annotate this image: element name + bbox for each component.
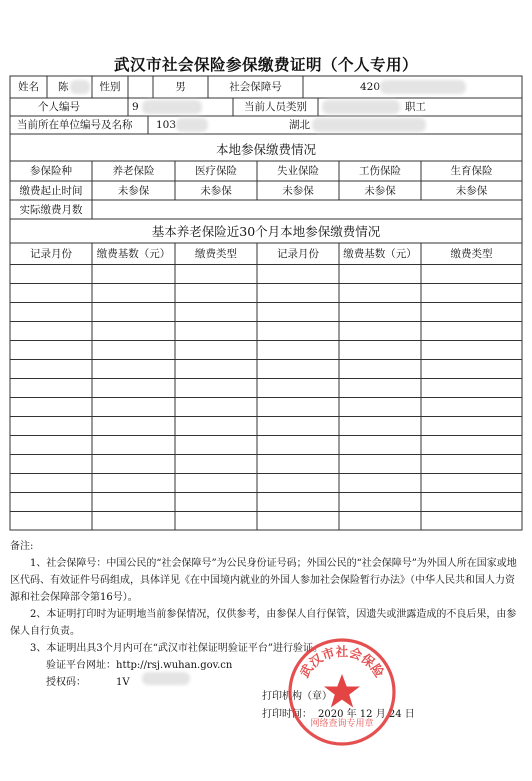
- ssn-value: 420: [360, 81, 381, 93]
- injury-status: 未参保: [364, 185, 396, 197]
- redacted-unit-code: [176, 118, 208, 132]
- header-type-2: 缴费类型: [450, 248, 493, 260]
- local-section-title: 本地参保缴费情况: [215, 142, 316, 157]
- gender-label: 性别: [99, 81, 121, 93]
- note-2: 2、本证明打印时为证明地当前参保情况，仅供参考，由参保人自行保管，因遗失或泄露造成的不良后果，由参保人自行负责。: [10, 609, 517, 637]
- gender-value: 男: [175, 81, 186, 93]
- platform-url: http://rsj.wuhan.gov.cn: [116, 660, 233, 671]
- header-base-2: 缴费基数（元）: [343, 248, 417, 260]
- id-label: 个人编号: [38, 101, 80, 113]
- medical-status: 未参保: [200, 185, 232, 197]
- platform-label: 验证平台网址：: [46, 660, 116, 671]
- unit-label: 当前所在单位编号及名称: [17, 119, 133, 131]
- redacted-unit-name: [312, 118, 426, 132]
- insurance-pension: 养老保险: [112, 165, 155, 177]
- months-label: 实际缴费月数: [19, 204, 83, 216]
- auth-value: 1V: [116, 677, 130, 688]
- name-value: 陈: [58, 81, 69, 93]
- insurance-maternity: 生育保险: [450, 165, 493, 177]
- header-record-month-1: 记录月份: [30, 248, 72, 260]
- insurance-type-header: 参保险种: [30, 165, 72, 177]
- redacted-name: [70, 80, 90, 94]
- print-time-label: 打印时间：: [262, 709, 312, 720]
- seal-top-text: 武汉市社会保险: [296, 644, 388, 681]
- category-value: 职工: [405, 101, 426, 113]
- start-end-label: 缴费起止时间: [19, 185, 83, 197]
- document-title: 武汉市社会保险参保缴费证明（个人专用）: [113, 56, 418, 74]
- auth-label: 授权码：: [46, 677, 86, 688]
- pension-section-title: 基本养老保险近30个月本地参保缴费情况: [151, 224, 381, 239]
- redacted-ssn: [380, 80, 466, 94]
- unemployment-status: 未参保: [282, 185, 314, 197]
- redacted-auth-code: [142, 672, 190, 685]
- note-1: 1、社会保障号：中国公民的“社会保障号”为公民身份证号码；外国公民的“社会保障号”为外国人所在国家或地区代码、有效证件号码组成，具体详见《在中国境内就业的外国人参加社会保险暂行办法》（中华人民共和国人力资源和社会保障部令第16号）。: [10, 558, 517, 603]
- ssn-label: 社会保障号: [229, 81, 282, 93]
- id-value: 9: [132, 101, 139, 113]
- print-org-label: 打印机构（章）: [262, 691, 332, 702]
- notes-section: [10, 538, 522, 691]
- print-time-value: 2020 年 12 月 24 日: [318, 709, 415, 720]
- header-record-month-2: 记录月份: [277, 248, 319, 260]
- insurance-injury: 工伤保险: [359, 165, 401, 177]
- official-seal-icon: [286, 636, 398, 748]
- seal-bottom-text: 网络查询专用章: [310, 719, 374, 729]
- name-label: 姓名: [18, 81, 39, 93]
- maternity-status: 未参保: [455, 185, 488, 197]
- redacted-category: [322, 100, 400, 114]
- pension-status: 未参保: [117, 185, 150, 197]
- note-3: 3、本证明出具3个月内可在“武汉市社保证明验证平台”进行验证。: [30, 643, 323, 654]
- insurance-unemployment: 失业保险: [277, 165, 319, 177]
- unit-name: 湖北: [289, 119, 310, 131]
- header-base-1: 缴费基数（元）: [96, 248, 171, 260]
- header-type-1: 缴费类型: [195, 248, 237, 260]
- redacted-id: [142, 100, 202, 114]
- insurance-medical: 医疗保险: [195, 165, 237, 177]
- unit-code: 103: [156, 119, 177, 131]
- seal-star-icon: [324, 674, 360, 708]
- category-label: 当前人员类别: [244, 101, 307, 113]
- notes-heading: 备注:: [10, 541, 34, 552]
- platform-line: [10, 657, 522, 674]
